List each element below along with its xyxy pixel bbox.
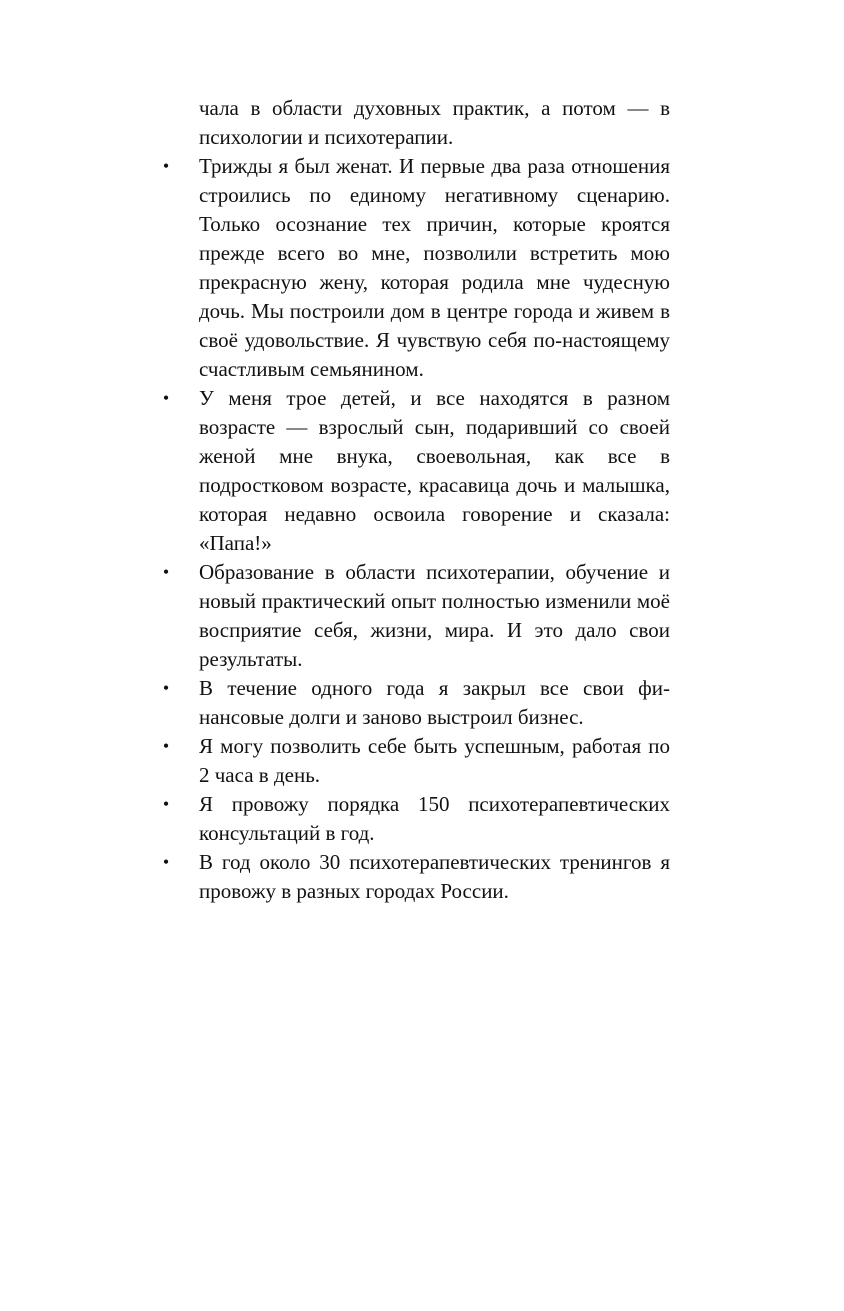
list-item [160, 384, 670, 558]
list-item-text: У меня трое детей, и все находятся в разном возрасте — взрослый сын, подаривший со своей женой мне внука, своевольная, как все в подростковом возрасте, красавица дочь и малышка, которая недавно освоила говорение и сказала: «Папа!» [199, 386, 670, 555]
continuation-paragraph: чала в области духовных практик, а потом — в психологии и психотерапии. [199, 96, 670, 149]
list-item-text: В течение одного года я закрыл все свои финансовые долги и заново выстроил бизнес. [199, 676, 670, 729]
bullet-icon: • [162, 678, 170, 698]
bullet-icon: • [162, 852, 170, 872]
list-item-text: В год около 30 психотерапевтических тренингов я провожу в разных городах России. [199, 850, 670, 903]
page-text [160, 94, 670, 906]
bullet-list [160, 152, 670, 906]
list-item [160, 674, 670, 732]
list-item-text: Трижды я был женат. И первые два раза отношения строились по единому негативному сценарию. Только осознание тех причин, которые кроятся прежде всего во мне, позволили встретить мою прекрасную жену, которая родила мне чудесную дочь. Мы построили дом в центре города и живем в своё удовольствие. Я чувствую себя по-настоящему счастливым семьянином. [199, 154, 670, 381]
list-item [160, 732, 670, 790]
list-item [160, 790, 670, 848]
list-item [160, 152, 670, 384]
bullet-icon: • [162, 562, 170, 582]
bullet-icon: • [162, 388, 170, 408]
list-item [160, 558, 670, 674]
list-item [160, 848, 670, 906]
list-item-text: Я могу позволить себе быть успешным, работая по 2 часа в день. [199, 734, 670, 787]
list-item-text: Я провожу порядка 150 психотерапевтических консультаций в год. [199, 792, 670, 845]
bullet-icon: • [162, 736, 170, 756]
list-item-text: Образование в области психотерапии, обучение и новый практический опыт полностью изменили моё восприятие себя, жизни, мира. И это дало свои результаты. [199, 560, 670, 671]
bullet-icon: • [162, 794, 170, 814]
bullet-icon: • [162, 156, 170, 176]
